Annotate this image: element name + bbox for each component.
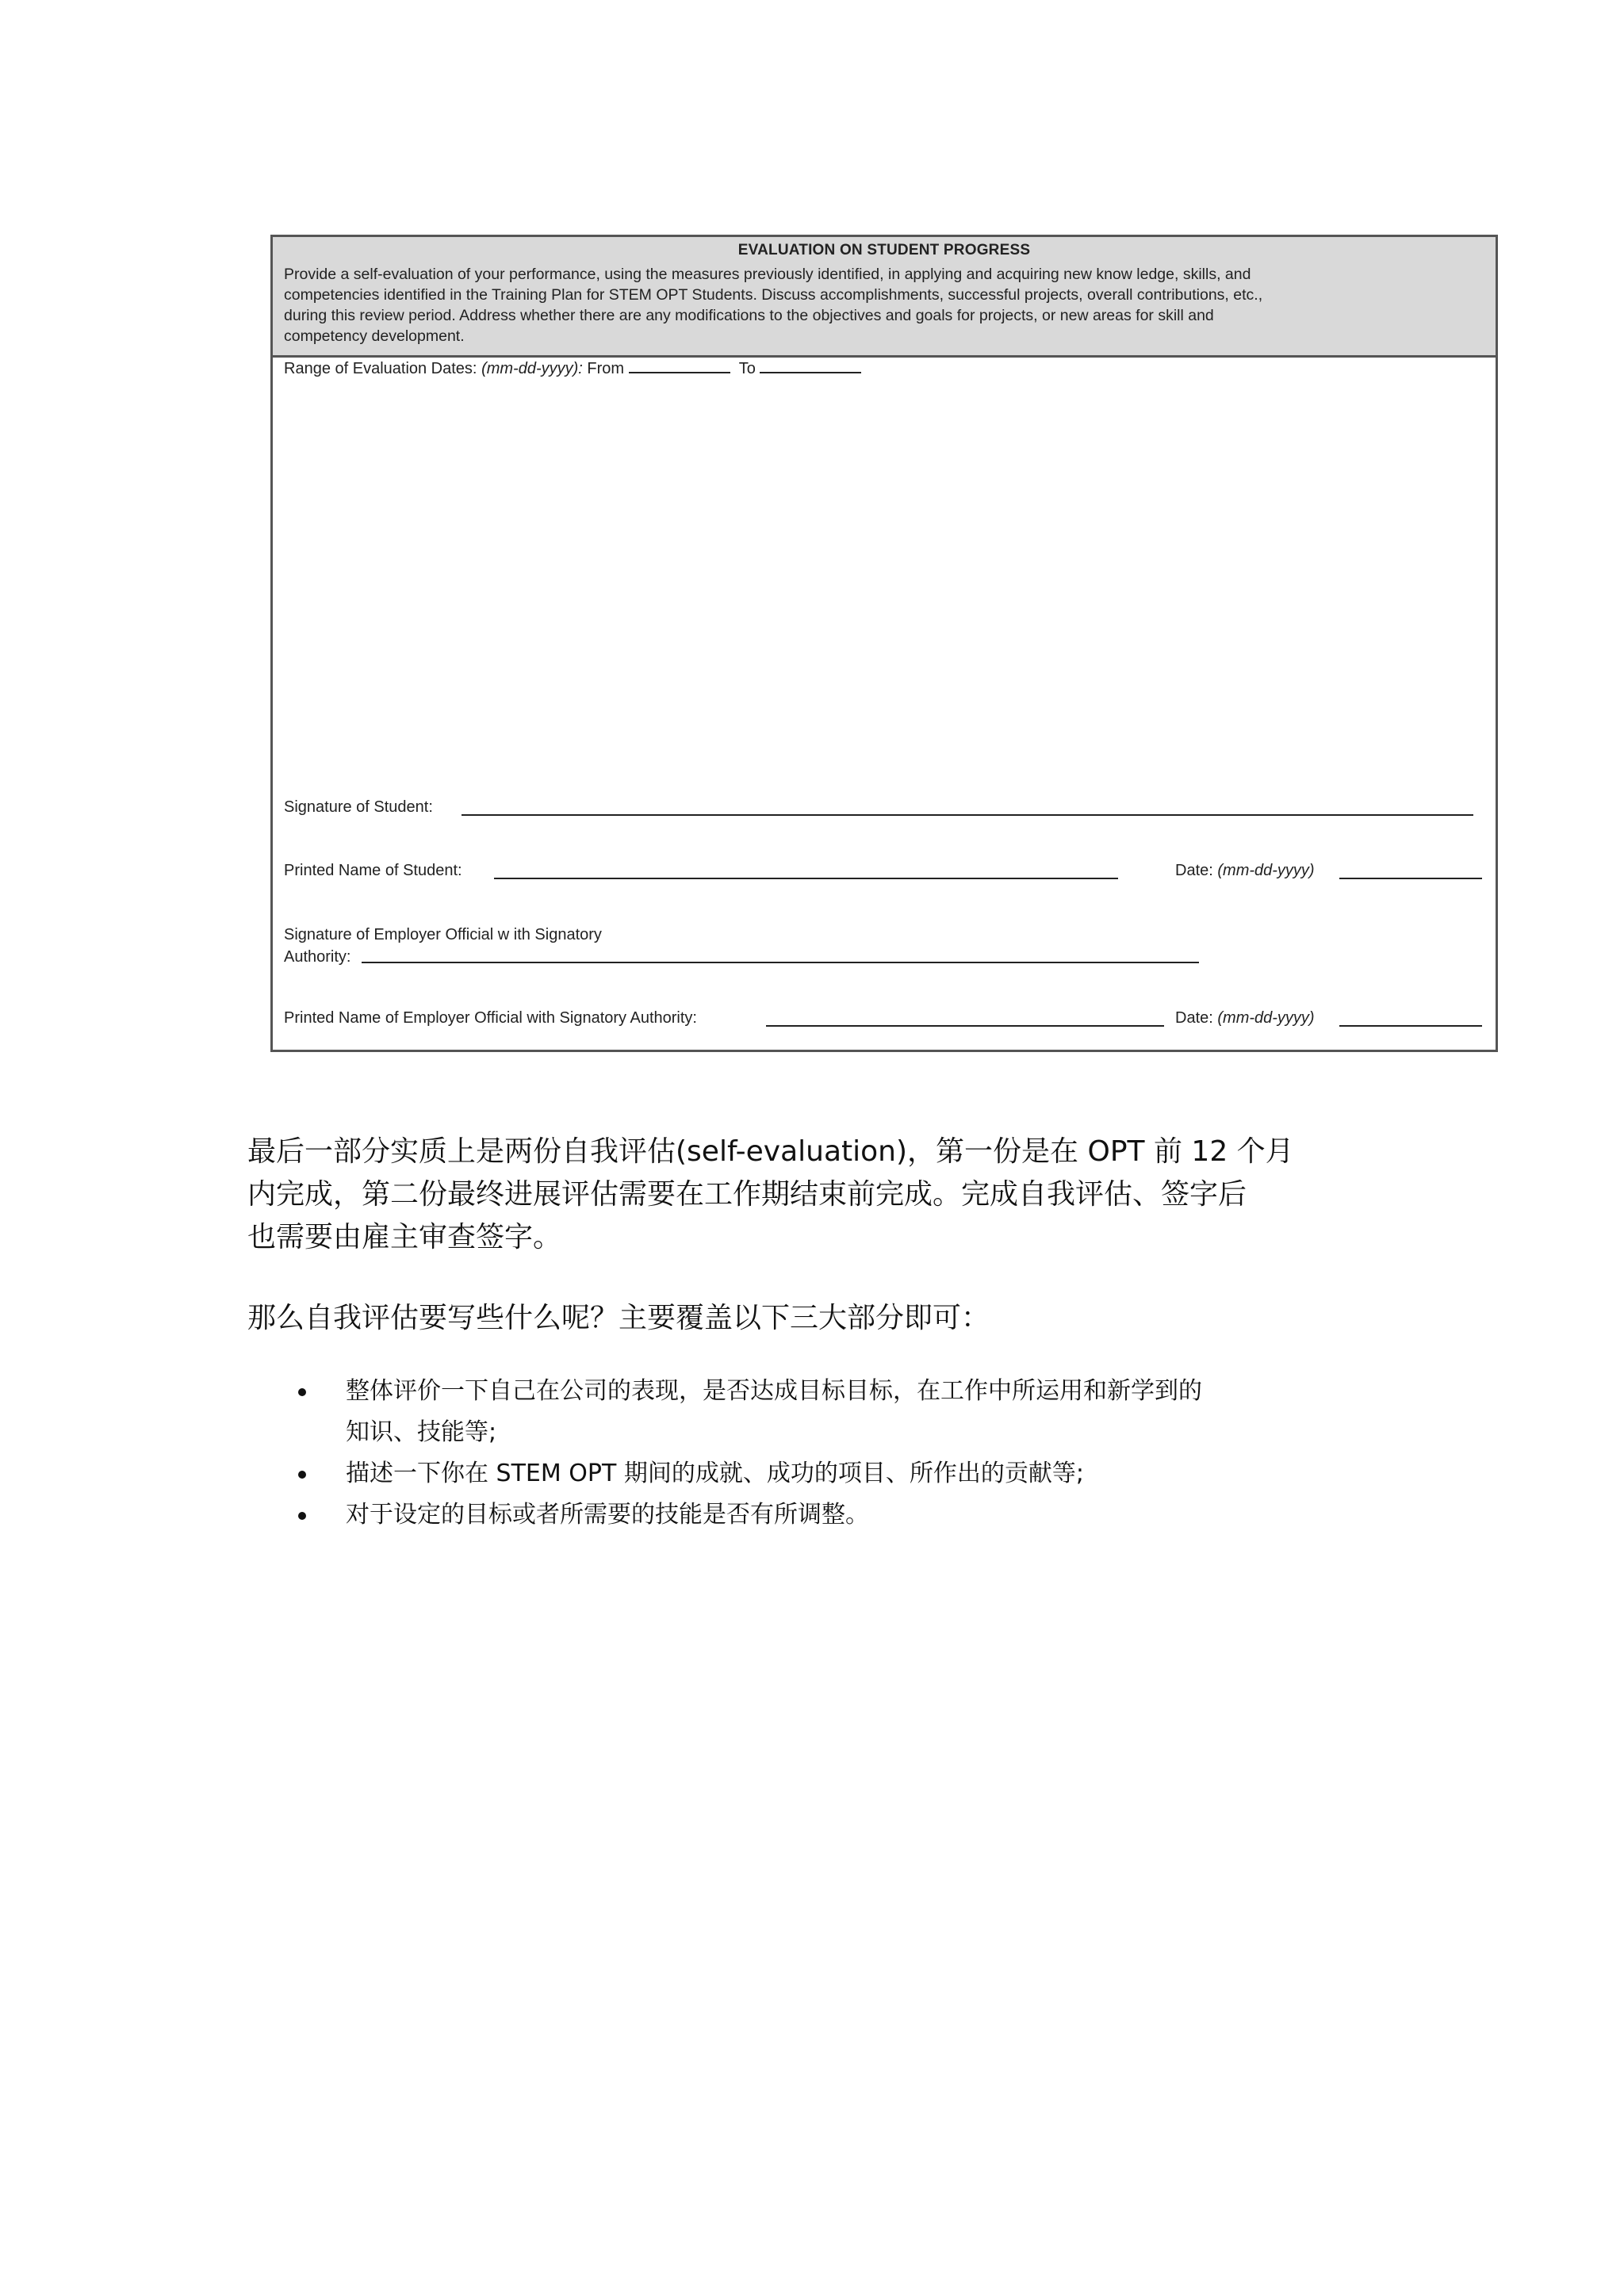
- evaluation-date-range: [284, 358, 861, 378]
- date-format: (mm-dd-yyyy): [1217, 1009, 1315, 1027]
- paragraph-line: 也需要由雇主审查签字。: [247, 1221, 562, 1253]
- employer-date-row: [1175, 1009, 1315, 1027]
- date-label: Date:: [1175, 862, 1213, 879]
- list-item-text: 对于设定的目标或者所需要的技能是否有所调整。: [346, 1501, 869, 1529]
- date-format: (mm-dd-yyyy): [1217, 862, 1315, 879]
- instruction-line: competency development.: [284, 327, 465, 345]
- employer-date-field[interactable]: [1339, 1025, 1482, 1027]
- student-name-label: Printed Name of Student:: [284, 862, 462, 879]
- instruction-line: Provide a self-evaluation of your performance, using the measures previously identified, in applying and acquiring new know ledge, skills, and: [284, 266, 1251, 283]
- list-item: [298, 1494, 1202, 1536]
- evaluation-form: [270, 235, 1498, 1052]
- employer-signature-label-cont: Authority:: [284, 948, 351, 966]
- from-label: From: [587, 360, 625, 377]
- employer-name-row: [284, 1009, 697, 1027]
- student-date-field[interactable]: [1339, 878, 1482, 879]
- instruction-line: competencies identified in the Training Plan for STEM OPT Students. Discuss accomplishments, successful projects, overall contributions, etc.,: [284, 286, 1263, 304]
- form-header: [273, 237, 1496, 358]
- evaluation-text-area[interactable]: [284, 388, 1481, 1006]
- student-date-row: [1175, 862, 1315, 880]
- list-item-text: 知识、技能等;: [346, 1418, 497, 1446]
- student-signature-row: [284, 798, 433, 817]
- list-item-text: 描述一下你在 STEM OPT 期间的成就、成功的项目、所作出的贡献等;: [346, 1460, 1084, 1487]
- form-title: EVALUATION ON STUDENT PROGRESS: [737, 242, 1031, 258]
- student-name-field[interactable]: [494, 878, 1118, 879]
- form-instructions: [284, 264, 1484, 346]
- bullet-icon: [298, 1471, 306, 1479]
- employer-signature-field[interactable]: [362, 962, 1199, 963]
- employer-signature-label: Signature of Employer Official w ith Signatory: [284, 926, 602, 943]
- to-label: To: [738, 360, 756, 377]
- bullet-list: [298, 1371, 1202, 1536]
- employer-name-field[interactable]: [766, 1025, 1164, 1027]
- paragraph-question: 那么自我评估要写些什么呢？主要覆盖以下三大部分即可：: [247, 1302, 990, 1334]
- student-signature-label: Signature of Student:: [284, 798, 433, 816]
- list-item: [298, 1371, 1202, 1453]
- to-date-field[interactable]: [760, 358, 861, 373]
- employer-name-label: Printed Name of Employer Official with Signatory Authority:: [284, 1009, 697, 1027]
- range-format: (mm-dd-yyyy):: [481, 360, 583, 377]
- list-item-text: 整体评价一下自己在公司的表现，是否达成目标目标，在工作中所运用和新学到的: [346, 1377, 1202, 1405]
- bullet-icon: [298, 1512, 306, 1520]
- paragraph-line: 最后一部分实质上是两份自我评估(self-evaluation)，第一份是在 OPT 前 12 个月: [247, 1135, 1294, 1168]
- from-date-field[interactable]: [629, 358, 730, 373]
- instruction-line: during this review period. Address whether there are any modifications to the objectives and goals for projects, or new areas for skill and: [284, 307, 1214, 324]
- student-signature-field[interactable]: [462, 814, 1473, 816]
- date-label: Date:: [1175, 1009, 1213, 1027]
- student-name-row: [284, 862, 462, 880]
- range-label: Range of Evaluation Dates:: [284, 360, 477, 377]
- bullet-icon: [298, 1388, 306, 1396]
- paragraph-line: 内完成，第二份最终进展评估需要在工作期结束前完成。完成自我评估、签字后: [247, 1178, 1247, 1211]
- list-item: [298, 1453, 1202, 1494]
